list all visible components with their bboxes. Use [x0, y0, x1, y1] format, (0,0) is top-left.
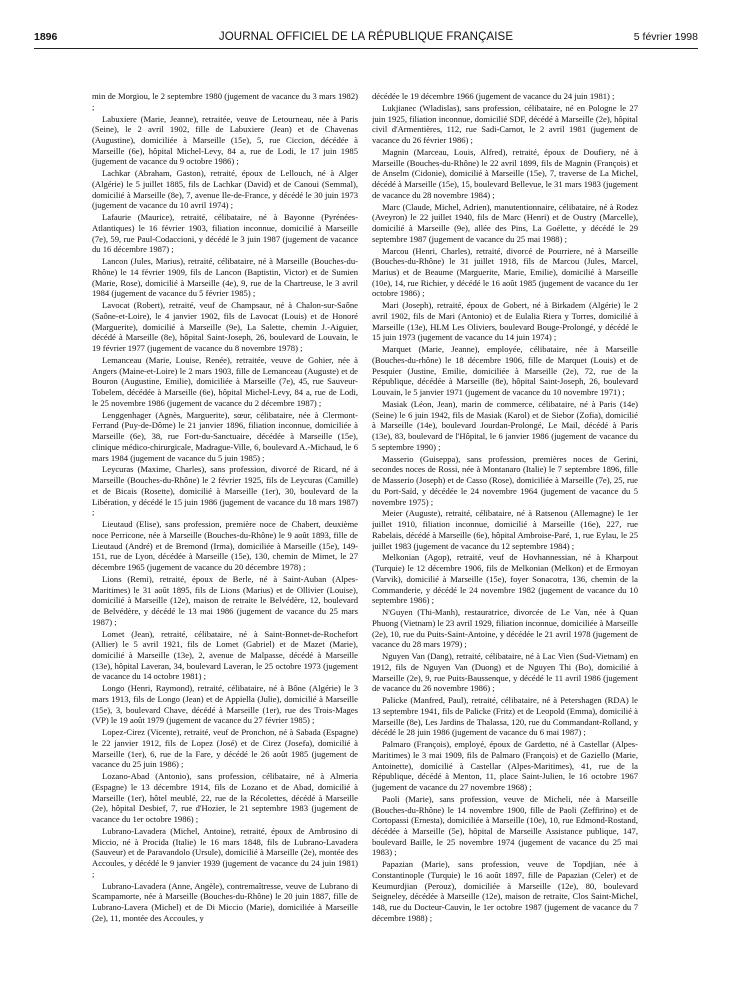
entry: Masiak (Léon, Jean), marin de commerce, célibataire, né à Paris (14e) (Seine) le 6 juin 1942, fils de Masiak (Karol) et de Siebor (Zofia), domicilié à Marseille (14e), boulevard Jourdan-Prolongé, Le Mail, décédé à Paris (13e), 83, boulevard de l'Hôpital, le 6 janvier 1986 (jugement de vacance du 5 septembre 1990) ; — [372, 399, 638, 452]
entry: Mari (Joseph), retraité, époux de Gobert, né à Birkadem (Algérie) le 2 avril 1902, fils de Mari (Antonio) et de Eulalia Riera y Torres, domicilié à Marseille (13e), HLM Les Oliviers, boulevard Bouge-Prolongé, y décédé le 15 juin 1973 (jugement de vacance du 14 juin 1974) ; — [372, 300, 638, 343]
entry: Labuxiere (Marie, Jeanne), retraitée, veuve de Letourneau, née à Paris (Seine), le 2 avril 1902, fille de Labuxiere (Jean) et de Chavenas (Augustine), domiciliée à Marseille (15e), 5, rue Ciccion, décédée à Marseille (6e), hôpital Michel-Levy, 84 a, rue de Lodi, le 17 juin 1985 (jugement de vacance du 9 octobre 1986) ; — [92, 113, 358, 167]
entry: Lachkar (Abraham, Gaston), retraité, époux de Lellouch, né à Alger (Algérie) le 5 juillet 1885, fils de Lachkar (David) et de Canoui (Semmal), domicilié à Marseille (8e), 7, avenue Ile-de-France, y décédé le 30 juin 1973 (jugement de vacance du 10 avril 1974) ; — [92, 168, 358, 211]
entry: Marcou (Henri, Charles), retraité, divorcé de Pourriere, né à Marseille (Bouches-du-Rhône) le 31 juillet 1918, fils de Marcou (Jules, Marcel, Marius) et de Beaume (Marguerite, Marie, Emilie), domicilié à Marseille (10e), 14, rue Richier, y décédé le 16 août 1985 (jugement de vacance du 1er octobre 1986) ; — [372, 245, 638, 299]
entry: Lozano-Abad (Antonio), sans profession, célibataire, né à Almeria (Espagne) le 13 décembre 1914, fils de Lozano et de Abad, domicilié à Marseille (1er), hôtel meublé, 22, rue de la Récolettes, décédé à Marseille (2e), hôpital Desbief, 7, rue d'Hozier, le 21 septembre 1983 (jugement de vacance du 1er octobre 1986) ; — [92, 771, 358, 825]
issue-date: 5 février 1998 — [633, 31, 698, 43]
entry: Lemanceau (Marie, Louise, Renée), retraitée, veuve de Gohier, née à Angers (Maine-et-Loire) le 2 mars 1903, fille de Lemanceau (Auguste) et de Bouron (Augustine, Emilie), domiciliée à Marseille (7e), 45, rue Sauveur-Tobelem, décédée à Marseille (6e), hôpital Michel-Levy, 84 a, rue de Lodi, le 25 novembre 1986 (jugement de vacance du 2 décembre 1987) ; — [92, 355, 358, 408]
entry: Paoli (Marie), sans profession, veuve de Micheli, née à Marseille (Bouches-du-Rhône) le 14 novembre 1900, fille de Paoli (Zeffirino) et de Cortopassi (Ernesta), domiciliée à Marseille (10e), 10, rue Edmond-Rostand, décédée à Marseille (5e), hôpital de Marseille Assistance publique, 147, boulevard Baille, le 25 novembre 1974 (jugement de vacance du 25 mai 1983) ; — [372, 793, 638, 858]
entry: Nguyen Van (Dang), retraité, célibataire, né à Lac Vien (Sud-Vietnam) en 1912, fils de Nguyen Van (Duong) et de Nguyen Thi (Bo), domicilié à Marseille (2e), 9, rue Puits-Baussenque, y décédé le 11 avril 1986 (jugement de vacance du 26 novembre 1986) ; — [372, 651, 638, 694]
page-header — [34, 30, 698, 46]
left-column — [92, 91, 358, 981]
entry: Marc (Claude, Michel, Adrien), manutentionnaire, célibataire, né à Rodez (Aveyron) le 22 juillet 1940, fils de Marc (Henri) et de Oustry (Marcelle), domicilié à Marseille (9e), allée des Pins, La Goélette, y décédé le 29 septembre 1987 (jugement de vacance du 25 mai 1988) ; — [372, 201, 638, 244]
entry: Palmaro (François), employé, époux de Gardetto, né à Castellar (Alpes-Maritimes) le 3 mai 1909, fils de Palmaro (François) et de Gaziello (Marie, Antoinette), domicilié à Castellar (Alpes-Maritimes), 41, rue de la République, décédé à Menton, 11, place Saint-Julien, le 16 octobre 1967 (jugement de vacance du 27 novembre 1968) ; — [372, 739, 638, 792]
journal-title: JOURNAL OFFICIEL DE LA RÉPUBLIQUE FRANÇAISE — [218, 31, 514, 43]
entry: Leycuras (Maxime, Charles), sans profession, divorcé de Ricard, né à Marseille (Bouches-du-Rhône) le 2 février 1925, fils de Leycuras (Camille) et de Bicais (Rosette), domicilié à Marseille (1er), 30, boulevard de la Libération, y décédé le 15 juin 1986 (jugement de vacance du 18 mars 1987) ; — [92, 464, 358, 518]
entry: Lavocat (Robert), retraité, veuf de Champsaur, né à Chalon-sur-Saône (Saône-et-Loire), le 4 janvier 1902, fils de Lavocat (Louis) et de Honoré (Marguerite), domicilié à Marseille (9e), La Salette, chemin J.-Aiguier, décédé à Marseille (8e), hôpital Saint-Joseph, 26, boulevard de Louvain, le 19 février 1977 (jugement de vacance du 8 novembre 1978) ; — [92, 300, 358, 354]
entry: Longo (Henri, Raymond), retraité, célibataire, né à Bône (Algérie) le 3 mars 1913, fils de Longo (Jean) et de Appiella (Julie), domicilié à Marseille (15e), 3, boulevard Chave, décédé à Marseille (1er), rue des Trois-Mages (VP) le 19 août 1979 (jugement de vacance du 27 février 1985) ; — [92, 683, 358, 726]
entry: Lukjianec (Wladislas), sans profession, célibataire, né en Pologne le 27 juin 1925, filiation inconnue, domicilié SDF, décédé à Marseille (2e), hôpital civil d'Armentières, 112, rue Sadi-Carnot, le 2 avril 1981 (jugement de vacance du 26 février 1986) ; — [372, 102, 638, 145]
entry: Lions (Remi), retraité, époux de Berle, né à Saint-Auban (Alpes-Maritimes) le 31 août 1895, fils de Lions (Marius) et de Ollivier (Louise), domicilié à Marseille (12e), maison de retraite le Belvédère, 12, boulevard de Belvédère, y décédé le 13 mai 1986 (jugement de vacance du 25 mars 1987) ; — [92, 573, 358, 627]
entry: min de Morgiou, le 2 septembre 1980 (jugement de vacance du 3 mars 1982) ; — [92, 91, 358, 112]
entry: Papazian (Marie), sans profession, veuve de Topdjian, née à Constantinople (Turquie) le 16 août 1897, fille de Papazian (Celer) et de Keumurdjian (Perouz), domiciliée à Marseille (12e), 80, boulevard Seigneley, décédée à Marseille (12e), maison de retraite, Clos Saint-Michel, 148, rue du Docteur-Cauvin, le 1er octobre 1987 (jugement de vacance du 7 décembre 1988) ; — [372, 859, 638, 923]
entry: Lieutaud (Elise), sans profession, première noce de Chabert, deuxième noce Perricone, née à Marseille (Bouches-du-Rhône) le 9 août 1893, fille de Lieutaud (André) et de Bremond (Irma), domiciliée à Marseille (15e), 149-151, rue de Lyon, décédée à Marseille (15e), 130, chemin de Mimet, le 27 décembre 1965 (jugement de vacance du 20 décembre 1978) ; — [92, 519, 358, 572]
entry: Meier (Auguste), retraité, célibataire, né à Ratsenou (Allemagne) le 1er juillet 1910, filiation inconnue, domicilié à Marseille (16e), 227, rue Rabelais, décédé à Marseille (6e), hôpital Ambroise-Paré, 1, rue Eylau, le 25 juillet 1983 (jugement de vacance du 12 septembre 1984) ; — [372, 508, 638, 551]
entry: Lopez-Cirez (Vicente), retraité, veuf de Pronchon, né à Sabada (Espagne) le 22 janvier 1912, fils de Lopez (José) et de Cirez (Josefa), domicilié à Marseille (1er), 6, rue de la Fare, y décédé le 26 août 1985 (jugement de vacance du 25 juin 1986) ; — [92, 727, 358, 770]
entry: Lubrano-Lavadera (Anne, Angèle), contremaîtresse, veuve de Lubrano di Scampamorte, née à Marseille (Bouches-du-Rhône) le 20 juin 1887, fille de Lubrano-Lavera (Michel) et de Di Miccio (Marie), domiciliée à Marseille (2e), 11, montée des Accoules, y — [92, 880, 358, 923]
entry: Lubrano-Lavadera (Michel, Antoine), retraité, époux de Ambrosino di Miccio, né à Procida (Italie) le 16 mars 1848, fils de Lubrano-Lavadera (Sauveur) et de Paravandolo (Ursule), domicilié à Marseille (2e), montée des Accoules, y décédé le 9 janvier 1939 (jugement de vacance du 24 juin 1981) ; — [92, 825, 358, 879]
entry: Lafaurie (Maurice), retraité, célibataire, né à Bayonne (Pyrénées-Atlantiques) le 16 février 1903, filiation inconnue, domicilié à Marseille (7e), 59, rue Paul-Codaccioni, y décédé le 3 juin 1987 (jugement de vacance du 16 décembre 1987) ; — [92, 212, 358, 255]
entry: Marquet (Marie, Jeanne), employée, célibataire, née à Marseille (Bouches-du-rhône) le 18 décembre 1906, fille de Marquet (Louis) et de Pesquier (Justine, Emilie, domiciliée à Marseille (2e), 72, rue de la République, décédée à Marseille (8e), hôpital Saint-Joseph, 26, boulevard Louvain, le 5 janvier 1971 (jugement de vacance du 10 novembre 1971) ; — [372, 344, 638, 398]
entry: Lancon (Jules, Marius), retraité, célibataire, né à Marseille (Bouches-du-Rhône) le 14 février 1909, fils de Lancon (Baptistin, Victor) et de Sumien (Marie, Rose), domicilié à Marseille (4e), 9, rue de la Chartreuse, le 3 avril 1984 (jugement de vacance du 5 février 1985) ; — [92, 256, 358, 299]
entry: Melkonian (Agop), retraité, veuf de Hovhannessian, né à Kharpout (Turquie) le 12 décembre 1906, fils de Melkonian (Melkon) et de Ermoyan (Varvik), domicilié à Marseille (15e), foyer Sonacotra, 136, chemin de la Commanderie, y décédé le 24 novembre 1982 (jugement de vacance du 10 septembre 1986) ; — [372, 552, 638, 606]
entry: Lomet (Jean), retraité, célibataire, né à Saint-Bonnet-de-Rochefort (Allier) le 5 avril 1921, fils de Lomet (Gabriel) et de Mazet (Marie), domicilié à Marseille (13e), 2, avenue de Malpasse, décédé à Marseille (13e), hôpital Laveran, 34, boulevard Laveran, le 25 octobre 1973 (jugement de vacance du 14 octobre 1981) ; — [92, 628, 358, 682]
entry: décédée le 19 décembre 1966 (jugement de vacance du 24 juin 1981) ; — [372, 91, 615, 101]
entry: Masserio (Guiseppa), sans profession, premières noces de Gerini, secondes noces de Rossi, née à Montanaro (Italie) le 7 septembre 1896, fille de Masserio (Joseph) et de Casso (Rose), domiciliée à Marseille (7e), 25, rue du Port-Saïd, y décédée le 24 novembre 1964 (jugement de vacance du 5 novembre 1975) ; — [372, 453, 638, 507]
page-number: 1896 — [34, 31, 58, 43]
entry: N'Guyen (Thi-Manh), restauratrice, divorcée de Le Van, née à Quan Phuong (Vietnam) le 23 avril 1929, filiation inconnue, domiciliée à Marseille (2e), 10, rue du Puits-Saint-Antoine, y décédée le 21 avril 1978 (jugement de vacance du 28 mars 1979) ; — [372, 607, 638, 650]
entry: Magnin (Marceau, Louis, Alfred), retraité, époux de Doufiery, né à Marseille (Bouches-du-Rhône) le 22 avril 1899, fils de Magnin (François) et de Anselm (Cidonie), domicilié à Marseille (15e), 7, traverse de La Michel, décédé à Marseille (15e), 15, boulevard Bellevue, le 31 mars 1983 (jugement de vacance du 28 novembre 1984) ; — [372, 146, 638, 200]
entry: Lenggenhager (Agnès, Marguerite), sœur, célibataire, née à Clermont-Ferrand (Puy-de-Dôme) le 21 janvier 1896, filiation inconnue, domiciliée à Marseille (6e), 38, rue Fort-du-Sanctuaire, décédée à Marseille (15e), clinique médico-chirurgicale, Madrague-Ville, 6, boulevard A.-Michaud, le 6 mars 1984 (jugement de vacance du 5 juin 1985) ; — [92, 409, 358, 463]
header-rule — [34, 48, 698, 49]
right-column — [372, 91, 638, 981]
entry: Palicke (Manfred, Paul), retraité, célibataire, né à Petershagen (RDA) le 13 septembre 1941, fils de Palicke (Fritz) et de Leopold (Emma), domicilié à Marseille (8e), Les Jardins de Thalassa, 120, rue du Commandant-Rolland, y décédé le 28 juin 1986 (jugement de vacance du 6 mai 1987) ; — [372, 695, 638, 738]
